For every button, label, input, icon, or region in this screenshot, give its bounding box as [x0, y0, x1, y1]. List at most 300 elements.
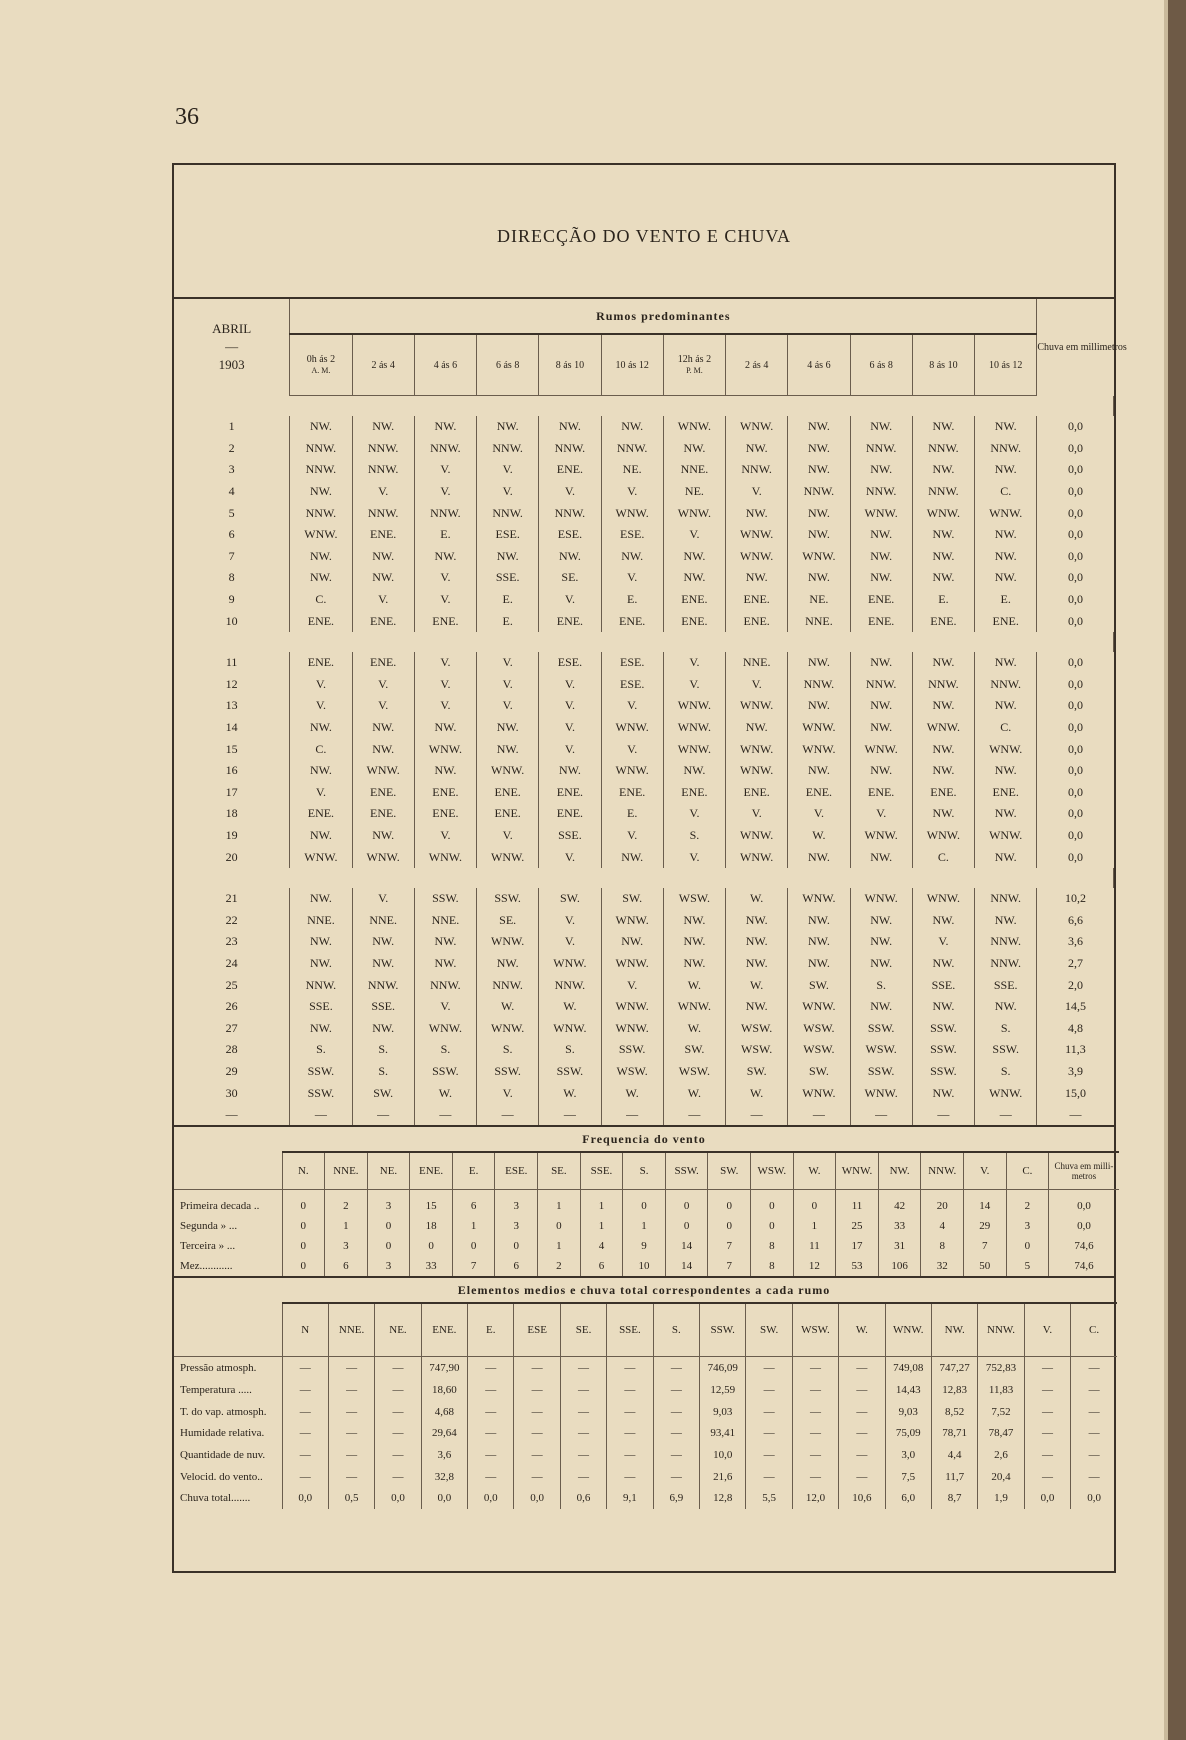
value-cell: — [282, 1444, 328, 1466]
wind-cell: NW. [352, 1017, 414, 1039]
wind-cell: V. [539, 674, 601, 696]
value-cell: — [468, 1466, 514, 1488]
wind-cell: NNW. [290, 502, 352, 524]
value-cell: 14,43 [885, 1379, 931, 1401]
day-cell: 19 [174, 825, 290, 847]
wind-cell: ENE. [290, 610, 352, 632]
count-cell: 31 [878, 1236, 921, 1256]
wind-cell: NW. [975, 416, 1037, 438]
wind-cell: NW. [912, 738, 974, 760]
wind-cell: ESE. [601, 652, 663, 674]
table-row [174, 567, 1114, 589]
wind-cell: SSE. [912, 974, 974, 996]
wind-cell: WNW. [352, 760, 414, 782]
rumos-header: Rumos predominantes [290, 299, 1037, 334]
month-header [174, 299, 290, 396]
wind-cell: ENE. [414, 610, 476, 632]
month-label: ABRIL [212, 321, 252, 337]
value-cell: 6,0 [885, 1488, 931, 1510]
count-cell: 25 [836, 1216, 879, 1236]
count-cell: 1 [325, 1216, 368, 1236]
wind-cell: NNW. [539, 502, 601, 524]
count-cell: 8 [921, 1236, 964, 1256]
dash-cell: — [663, 1104, 725, 1126]
dash-cell: — [850, 1104, 912, 1126]
day-cell: 11 [174, 652, 290, 674]
wind-cell: E. [414, 524, 476, 546]
wind-cell: NNW. [290, 459, 352, 481]
direction-header: WSW. [792, 1303, 838, 1357]
value-cell: — [375, 1401, 421, 1423]
wind-cell: NW. [352, 738, 414, 760]
value-cell: 21,6 [700, 1466, 746, 1488]
table-row [174, 1379, 1117, 1401]
wind-cell: NW. [850, 931, 912, 953]
wind-cell: NW. [788, 760, 850, 782]
wind-cell: V. [477, 459, 539, 481]
value-cell: 11,7 [931, 1466, 977, 1488]
count-cell: 5 [1006, 1256, 1049, 1276]
wind-cell: E. [912, 589, 974, 611]
wind-cell: NE. [788, 589, 850, 611]
row-label: Chuva total....... [174, 1488, 282, 1510]
wind-cell: WNW. [912, 717, 974, 739]
value-cell: — [328, 1357, 374, 1379]
direction-header: SE. [560, 1303, 606, 1357]
wind-cell: NW. [788, 695, 850, 717]
wind-cell: V. [663, 524, 725, 546]
wind-cell: SSW. [539, 1061, 601, 1083]
rain-cell: 74,6 [1074, 1260, 1094, 1273]
count-cell: 3 [325, 1236, 368, 1256]
dash-cell: — [726, 1104, 788, 1126]
wind-cell: ENE. [352, 782, 414, 804]
value-cell: — [1024, 1401, 1070, 1423]
value-cell: — [839, 1444, 885, 1466]
direction-header: ENE. [421, 1303, 467, 1357]
wind-cell: NW. [290, 717, 352, 739]
time-column-label: 6 ás 8 [495, 359, 520, 371]
value-cell: 0,5 [328, 1488, 374, 1510]
direction-header: N. [282, 1152, 325, 1190]
wind-cell: E. [477, 610, 539, 632]
wind-cell: NW. [975, 567, 1037, 589]
wind-cell: ENE. [352, 524, 414, 546]
direction-header: ENE. [410, 1152, 453, 1190]
count-cell: 0 [793, 1190, 836, 1217]
wind-cell: W. [414, 1082, 476, 1104]
time-column-label: 10 ás 12 [989, 359, 1023, 371]
wind-cell: NW. [290, 931, 352, 953]
table-row [174, 760, 1114, 782]
wind-cell: WSW. [788, 1039, 850, 1061]
dash-cell: — [975, 1104, 1037, 1126]
table-row [174, 1256, 1119, 1276]
wind-cell: SSW. [477, 888, 539, 910]
value-cell: — [560, 1444, 606, 1466]
wind-cell: NW. [975, 909, 1037, 931]
row-label: Pressão atmosph. [174, 1357, 282, 1379]
count-cell: 0 [665, 1190, 708, 1217]
wind-cell: NW. [352, 416, 414, 438]
value-cell: — [282, 1379, 328, 1401]
direction-header: SW. [746, 1303, 792, 1357]
wind-cell: S. [290, 1039, 352, 1061]
count-cell: 0 [1006, 1236, 1049, 1256]
time-column-header [663, 334, 725, 396]
wind-cell: NNW. [352, 459, 414, 481]
rain-cell: 0,0 [1067, 527, 1083, 542]
wind-cell: V. [601, 738, 663, 760]
wind-cell: WNW. [975, 1082, 1037, 1104]
wind-cell: NW. [788, 459, 850, 481]
wind-cell: V. [414, 695, 476, 717]
wind-cell: NNW. [850, 481, 912, 503]
time-column-label: 12h ás 2 [677, 354, 712, 365]
wind-cell: ENE. [663, 610, 725, 632]
count-cell: 1 [580, 1216, 623, 1236]
count-cell: 4 [580, 1236, 623, 1256]
value-cell: 747,90 [421, 1357, 467, 1379]
count-cell: 9 [623, 1236, 666, 1256]
wind-cell: S. [975, 1017, 1037, 1039]
count-cell: 7 [964, 1236, 1007, 1256]
value-cell: 0,0 [282, 1488, 328, 1510]
wind-cell: ENE. [477, 782, 539, 804]
label-header [174, 1152, 282, 1190]
wind-cell: V. [414, 567, 476, 589]
wind-cell: ENE. [352, 803, 414, 825]
wind-cell: NW. [850, 846, 912, 868]
row-label: Primeira decada .. [174, 1190, 282, 1217]
day-cell: 17 [174, 782, 290, 804]
table-row [174, 610, 1114, 632]
wind-cell: ENE. [352, 652, 414, 674]
time-column-header [788, 334, 850, 396]
wind-cell: V. [290, 674, 352, 696]
row-label: Mez............ [174, 1256, 282, 1276]
value-cell: — [514, 1466, 560, 1488]
wind-cell: NW. [975, 695, 1037, 717]
wind-cell: NW. [726, 909, 788, 931]
table-row [174, 738, 1114, 760]
direction-header: WNW. [836, 1152, 879, 1190]
wind-cell: ENE. [726, 610, 788, 632]
rain-cell: 3,6 [1067, 934, 1083, 949]
wind-cell: C. [290, 738, 352, 760]
value-cell: — [746, 1401, 792, 1423]
value-cell: 0,6 [560, 1488, 606, 1510]
wind-cell: NNW. [477, 438, 539, 460]
wind-cell: NNW. [912, 674, 974, 696]
count-cell: 0 [708, 1216, 751, 1236]
wind-cell: SSE. [477, 567, 539, 589]
value-cell: — [792, 1444, 838, 1466]
value-cell: — [375, 1466, 421, 1488]
wind-cell: ENE. [850, 610, 912, 632]
wind-cell: WNW. [850, 1082, 912, 1104]
wind-cell: NW. [788, 416, 850, 438]
wind-cell: SSW. [477, 1061, 539, 1083]
wind-cell: ENE. [975, 782, 1037, 804]
table-row [174, 1017, 1114, 1039]
table-row [174, 1422, 1117, 1444]
wind-cell: NW. [788, 438, 850, 460]
direction-header: NW. [931, 1303, 977, 1357]
wind-cell: V. [726, 481, 788, 503]
dash-cell: — [1069, 1107, 1082, 1122]
time-column-header [850, 334, 912, 396]
wind-cell: V. [290, 695, 352, 717]
wind-cell: NW. [663, 546, 725, 568]
value-cell: — [746, 1422, 792, 1444]
count-cell: 3 [1006, 1216, 1049, 1236]
wind-cell: SSW. [290, 1082, 352, 1104]
value-cell: — [282, 1466, 328, 1488]
wind-cell: NW. [850, 524, 912, 546]
wind-cell: NE. [601, 459, 663, 481]
day-cell: 12 [174, 674, 290, 696]
rain-cell: 0,0 [1067, 548, 1083, 563]
table-row [174, 1190, 1119, 1217]
dash-cell: — [601, 1104, 663, 1126]
wind-cell: W. [663, 1082, 725, 1104]
value-cell: — [375, 1357, 421, 1379]
wind-cell: NW. [726, 996, 788, 1018]
time-column-period: A. M. [311, 366, 331, 375]
wind-cell: E. [477, 589, 539, 611]
wind-cell: NW. [975, 803, 1037, 825]
value-cell: 0,0 [421, 1488, 467, 1510]
wind-cell: NW. [912, 909, 974, 931]
value-cell: 0,0 [1087, 1492, 1101, 1505]
wind-cell: WNW. [663, 695, 725, 717]
day-cell: 25 [174, 974, 290, 996]
rain-cell: 0,0 [1067, 484, 1083, 499]
value-cell: 4,68 [421, 1401, 467, 1423]
year-label: 1903 [218, 357, 245, 373]
wind-cell: S. [477, 1039, 539, 1061]
wind-cell: NE. [663, 481, 725, 503]
time-column-label: 8 ás 10 [929, 359, 958, 371]
count-cell: 7 [452, 1256, 495, 1276]
wind-cell: NNW. [788, 674, 850, 696]
value-cell: — [328, 1444, 374, 1466]
wind-cell: ENE. [726, 589, 788, 611]
wind-cell: WNW. [726, 416, 788, 438]
direction-header: SSW. [665, 1152, 708, 1190]
count-cell: 0 [367, 1216, 410, 1236]
wind-cell: WSW. [788, 1017, 850, 1039]
wind-cell: WNW. [414, 846, 476, 868]
wind-cell: NW. [726, 567, 788, 589]
direction-header: SE. [538, 1152, 581, 1190]
count-cell: 33 [878, 1216, 921, 1236]
rain-cell: 0,0 [1067, 849, 1083, 864]
wind-cell: NNW. [975, 438, 1037, 460]
dash-row [174, 1104, 1114, 1126]
day-cell: 28 [174, 1039, 290, 1061]
count-cell: 0 [495, 1236, 538, 1256]
wind-cell: SSE. [975, 974, 1037, 996]
wind-cell: V. [352, 674, 414, 696]
wind-cell: SSW. [912, 1017, 974, 1039]
wind-cell: W. [726, 974, 788, 996]
value-cell: — [282, 1401, 328, 1423]
wind-cell: V. [601, 567, 663, 589]
value-cell: 11,83 [978, 1379, 1024, 1401]
count-cell: 0 [367, 1236, 410, 1256]
value-cell: 0,0 [514, 1488, 560, 1510]
wind-cell: V. [290, 782, 352, 804]
dash-cell: — [174, 1104, 290, 1126]
wind-cell: WSW. [601, 1061, 663, 1083]
count-cell: 14 [665, 1256, 708, 1276]
wind-cell: NW. [850, 760, 912, 782]
wind-cell: NW. [352, 931, 414, 953]
wind-cell: WNW. [975, 502, 1037, 524]
value-cell: 10,6 [839, 1488, 885, 1510]
direction-header: V. [1024, 1303, 1070, 1357]
wind-cell: W. [477, 996, 539, 1018]
value-cell: — [839, 1401, 885, 1423]
wind-cell: NW. [290, 416, 352, 438]
count-cell: 3 [495, 1216, 538, 1236]
wind-cell: NW. [726, 502, 788, 524]
value-cell: — [560, 1422, 606, 1444]
wind-cell: NNE. [788, 610, 850, 632]
direction-header: SW. [708, 1152, 751, 1190]
wind-cell: NW. [414, 546, 476, 568]
wind-cell: SW. [726, 1061, 788, 1083]
wind-cell: WNW. [663, 996, 725, 1018]
value-cell: — [746, 1379, 792, 1401]
page-number: 36 [175, 104, 199, 130]
value-cell: 9,03 [885, 1401, 931, 1423]
table-row [174, 974, 1114, 996]
wind-cell: WSW. [663, 888, 725, 910]
value-cell: — [468, 1379, 514, 1401]
value-cell: — [560, 1466, 606, 1488]
wind-cell: V. [539, 695, 601, 717]
day-cell: 9 [174, 589, 290, 611]
day-cell: 26 [174, 996, 290, 1018]
wind-cell: V. [539, 846, 601, 868]
wind-cell: SSE. [352, 996, 414, 1018]
wind-cell: NW. [912, 459, 974, 481]
wind-cell: V. [414, 652, 476, 674]
wind-cell: NW. [663, 953, 725, 975]
count-cell: 0 [708, 1190, 751, 1217]
table-row [174, 459, 1114, 481]
dash-cell: — [290, 1104, 352, 1126]
wind-cell: NW. [663, 931, 725, 953]
value-cell: — [514, 1379, 560, 1401]
wind-cell: ENE. [663, 782, 725, 804]
value-cell: — [328, 1466, 374, 1488]
day-cell: 30 [174, 1082, 290, 1104]
wind-cell: WNW. [663, 738, 725, 760]
time-column-header [912, 334, 974, 396]
value-cell: — [839, 1379, 885, 1401]
day-cell: 6 [174, 524, 290, 546]
day-cell: 1 [174, 416, 290, 438]
wind-cell: WNW. [601, 953, 663, 975]
rain-header: Chuva em milli-metros [1049, 1152, 1119, 1190]
count-cell: 6 [495, 1256, 538, 1276]
wind-cell: NW. [290, 760, 352, 782]
table-row [174, 1444, 1117, 1466]
time-column-header [477, 334, 539, 396]
wind-cell: V. [477, 1082, 539, 1104]
day-cell: 24 [174, 953, 290, 975]
wind-cell: NW. [788, 524, 850, 546]
rain-cell: 6,6 [1067, 912, 1083, 927]
rain-cell: 0,0 [1067, 763, 1083, 778]
wind-cell: NW. [850, 546, 912, 568]
wind-cell: C. [975, 717, 1037, 739]
wind-cell: SE. [477, 909, 539, 931]
table-row [174, 1401, 1117, 1423]
count-cell: 8 [751, 1256, 794, 1276]
rain-cell: 2,7 [1067, 955, 1083, 970]
wind-cell: SSW. [601, 1039, 663, 1061]
wind-cell: ENE. [539, 803, 601, 825]
wind-cell: V. [601, 825, 663, 847]
value-cell: — [653, 1444, 699, 1466]
value-cell: — [328, 1401, 374, 1423]
value-cell: — [792, 1379, 838, 1401]
wind-cell: WNW. [601, 502, 663, 524]
month-dash: — [225, 339, 239, 355]
time-column-label: 10 ás 12 [615, 359, 649, 371]
dash-cell: — [539, 1104, 601, 1126]
wind-cell: NW. [912, 953, 974, 975]
count-cell: 6 [325, 1256, 368, 1276]
value-cell: — [792, 1422, 838, 1444]
count-cell: 53 [836, 1256, 879, 1276]
wind-cell: NW. [850, 416, 912, 438]
wind-cell: V. [477, 652, 539, 674]
wind-cell: NW. [726, 953, 788, 975]
elements-title: Elementos medios e chuva total correspondentes a cada rumo [174, 1276, 1114, 1302]
rain-cell: 0,0 [1067, 676, 1083, 691]
wind-cell: V. [850, 803, 912, 825]
wind-cell: NNW. [975, 931, 1037, 953]
wind-cell: NNW. [975, 674, 1037, 696]
table-row [174, 846, 1114, 868]
wind-cell: SE. [539, 567, 601, 589]
wind-cell: NNW. [414, 502, 476, 524]
wind-cell: NNW. [477, 974, 539, 996]
wind-cell: NW. [850, 652, 912, 674]
count-cell: 106 [878, 1256, 921, 1276]
wind-cell: ENE. [850, 589, 912, 611]
count-cell: 15 [410, 1190, 453, 1217]
direction-header: S. [653, 1303, 699, 1357]
wind-cell: S. [975, 1061, 1037, 1083]
direction-header: SSE. [580, 1152, 623, 1190]
table-row [174, 909, 1114, 931]
wind-cell: NNW. [352, 974, 414, 996]
value-cell: 752,83 [978, 1357, 1024, 1379]
day-cell: 7 [174, 546, 290, 568]
wind-cell: SW. [788, 974, 850, 996]
wind-cell: W. [539, 1082, 601, 1104]
count-cell: 8 [751, 1236, 794, 1256]
wind-cell: NNE. [414, 909, 476, 931]
wind-cell: NW. [912, 652, 974, 674]
